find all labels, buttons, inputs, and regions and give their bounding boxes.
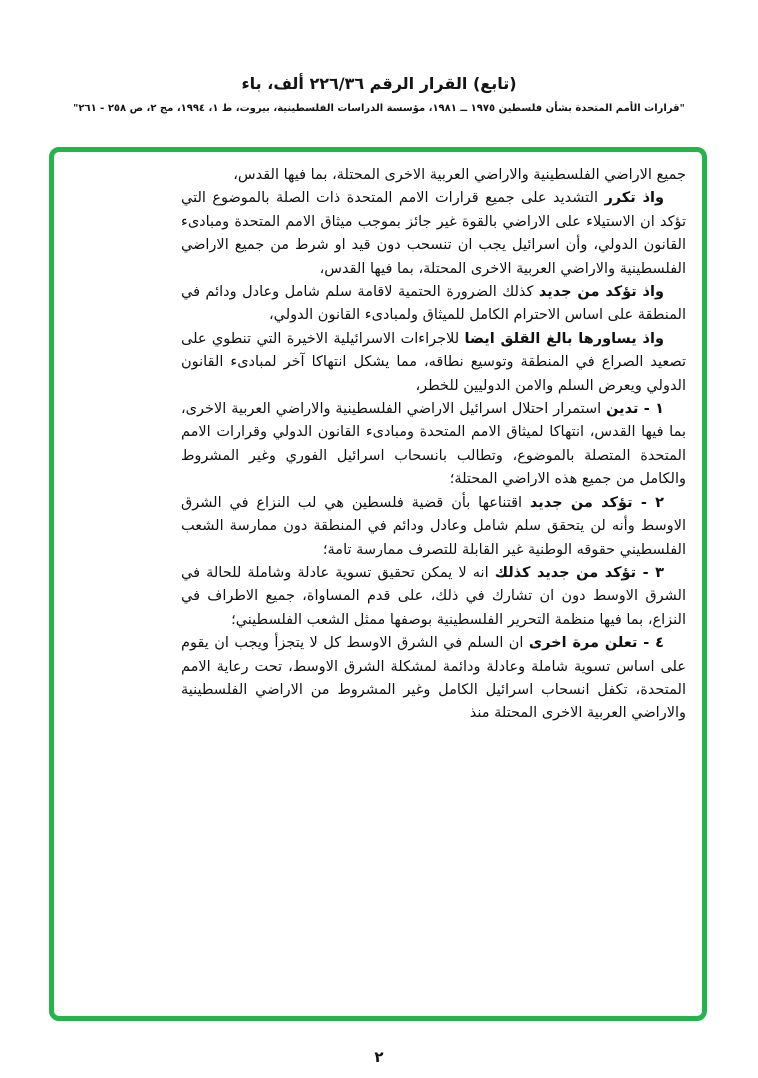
paragraph: ٤ - تعلن مرة اخرى ان السلم في الشرق الاوسط كل لا يتجزأ ويجب ان يقوم على اساس تسوية شاملة وعادلة ودائمة لمشكلة الشرق الاوسط، تحت رعاية الامم المتحدة، تكفل انسحاب اسرائيل الكامل وغير المشروط من الاراضي الفلسطينية والاراضي العربية الاخرى المحتلة منذ — [181, 635, 686, 722]
paragraph: ٣ - تؤكد من جديد كذلك انه لا يمكن تحقيق تسوية عادلة وشاملة للحالة في الشرق الاوسط دون ان تشارك في ذلك، على قدم المساواة، جميع الاطراف في النزاع، بما فيها منظمة التحرير الفلسطينية بوصفها ممثل الشعب الفلسطيني؛ — [181, 564, 686, 628]
paragraph: ١ - تدين استمرار احتلال اسرائيل الاراضي الفلسطينية والاراضي العربية الاخرى، بما فيها القدس، انتهاكا لميثاق الامم المتحدة ومبادىء القانون الدولي وقرارات الامم المتحدة المتصلة بالموضوع، وتطالب بانسحاب اسرائيل الفوري وغير المشروط والكامل من جميع هذه الاراضي المحتلة؛ — [181, 401, 686, 488]
paragraph: واذ تؤكد من جديد كذلك الضرورة الحتمية لاقامة سلم شامل وعادل ودائم في المنطقة على اساس الاحترام الكامل للميثاق ولمبادىء القانون الدولي، — [181, 284, 686, 324]
document-body — [181, 164, 686, 726]
resolution-title: (تابع) القرار الرقم ٢٢٦/٣٦ ألف، باء — [241, 74, 517, 93]
paragraph: جميع الاراضي الفلسطينية والاراضي العربية الاخرى المحتلة، بما فيها القدس، — [233, 167, 686, 183]
paragraph-lead: ٤ - تعلن مرة اخرى — [528, 635, 664, 652]
paragraph-lead: ١ - تدين — [606, 401, 664, 418]
paragraph: واذ يساورها بالغ القلق ايضا للاجراءات الاسرائيلية الاخيرة التي تنطوي على تصعيد الصراع في المنطقة وتوسيع نطاقه، مما يشكل انتهاكا آخر لمبادىء القانون الدولي ويعرض السلم والامن الدوليين للخطر، — [181, 330, 686, 394]
paragraph: واذ تكرر التشديد على جميع قرارات الامم المتحدة ذات الصلة بالموضوع التي تؤكد ان الاستيلاء على الاراضي بالقوة غير جائز بموجب ميثاق الامم المتحدة ومبادىء القانون الدولي، وأن اسرائيل يجب ان تنسحب دون قيد او شرط من جميع الاراضي الفلسطينية والاراضي العربية الاخرى المحتلة، بما فيها القدس، — [181, 190, 686, 277]
paragraph-lead: ٢ - تؤكد من جديد — [529, 494, 664, 511]
paragraph: ٢ - تؤكد من جديد اقتناعها بأن قضية فلسطين هي لب النزاع في الشرق الاوسط وأنه لن يتحقق سلم شامل وعادل ودائم في المنطقة دون ممارسة الشعب الفلسطيني حقوقه الوطنية غير القابلة للتصرف ممارسة تامة؛ — [181, 494, 686, 558]
document-header — [0, 74, 758, 114]
paragraph-lead: واذ تؤكد من جديد — [538, 284, 664, 301]
paragraph-lead: ٣ - تؤكد من جديد كذلك — [494, 564, 665, 581]
paragraph-lead: واذ يساورها بالغ القلق ايضا — [464, 330, 664, 347]
page-number: ٢ — [374, 1048, 384, 1066]
paragraph-lead: واذ تكرر — [604, 190, 664, 207]
content-frame — [49, 147, 707, 1021]
source-citation: "قرارات الأمم المتحدة بشأن فلسطين ١٩٧٥ ــ ١٩٨١، مؤسسة الدراسات الفلسطينية، بيروت، ط ١، ١٩٩٤، مج ٢، ص ٢٥٨ - ٢٦١" — [73, 103, 685, 114]
